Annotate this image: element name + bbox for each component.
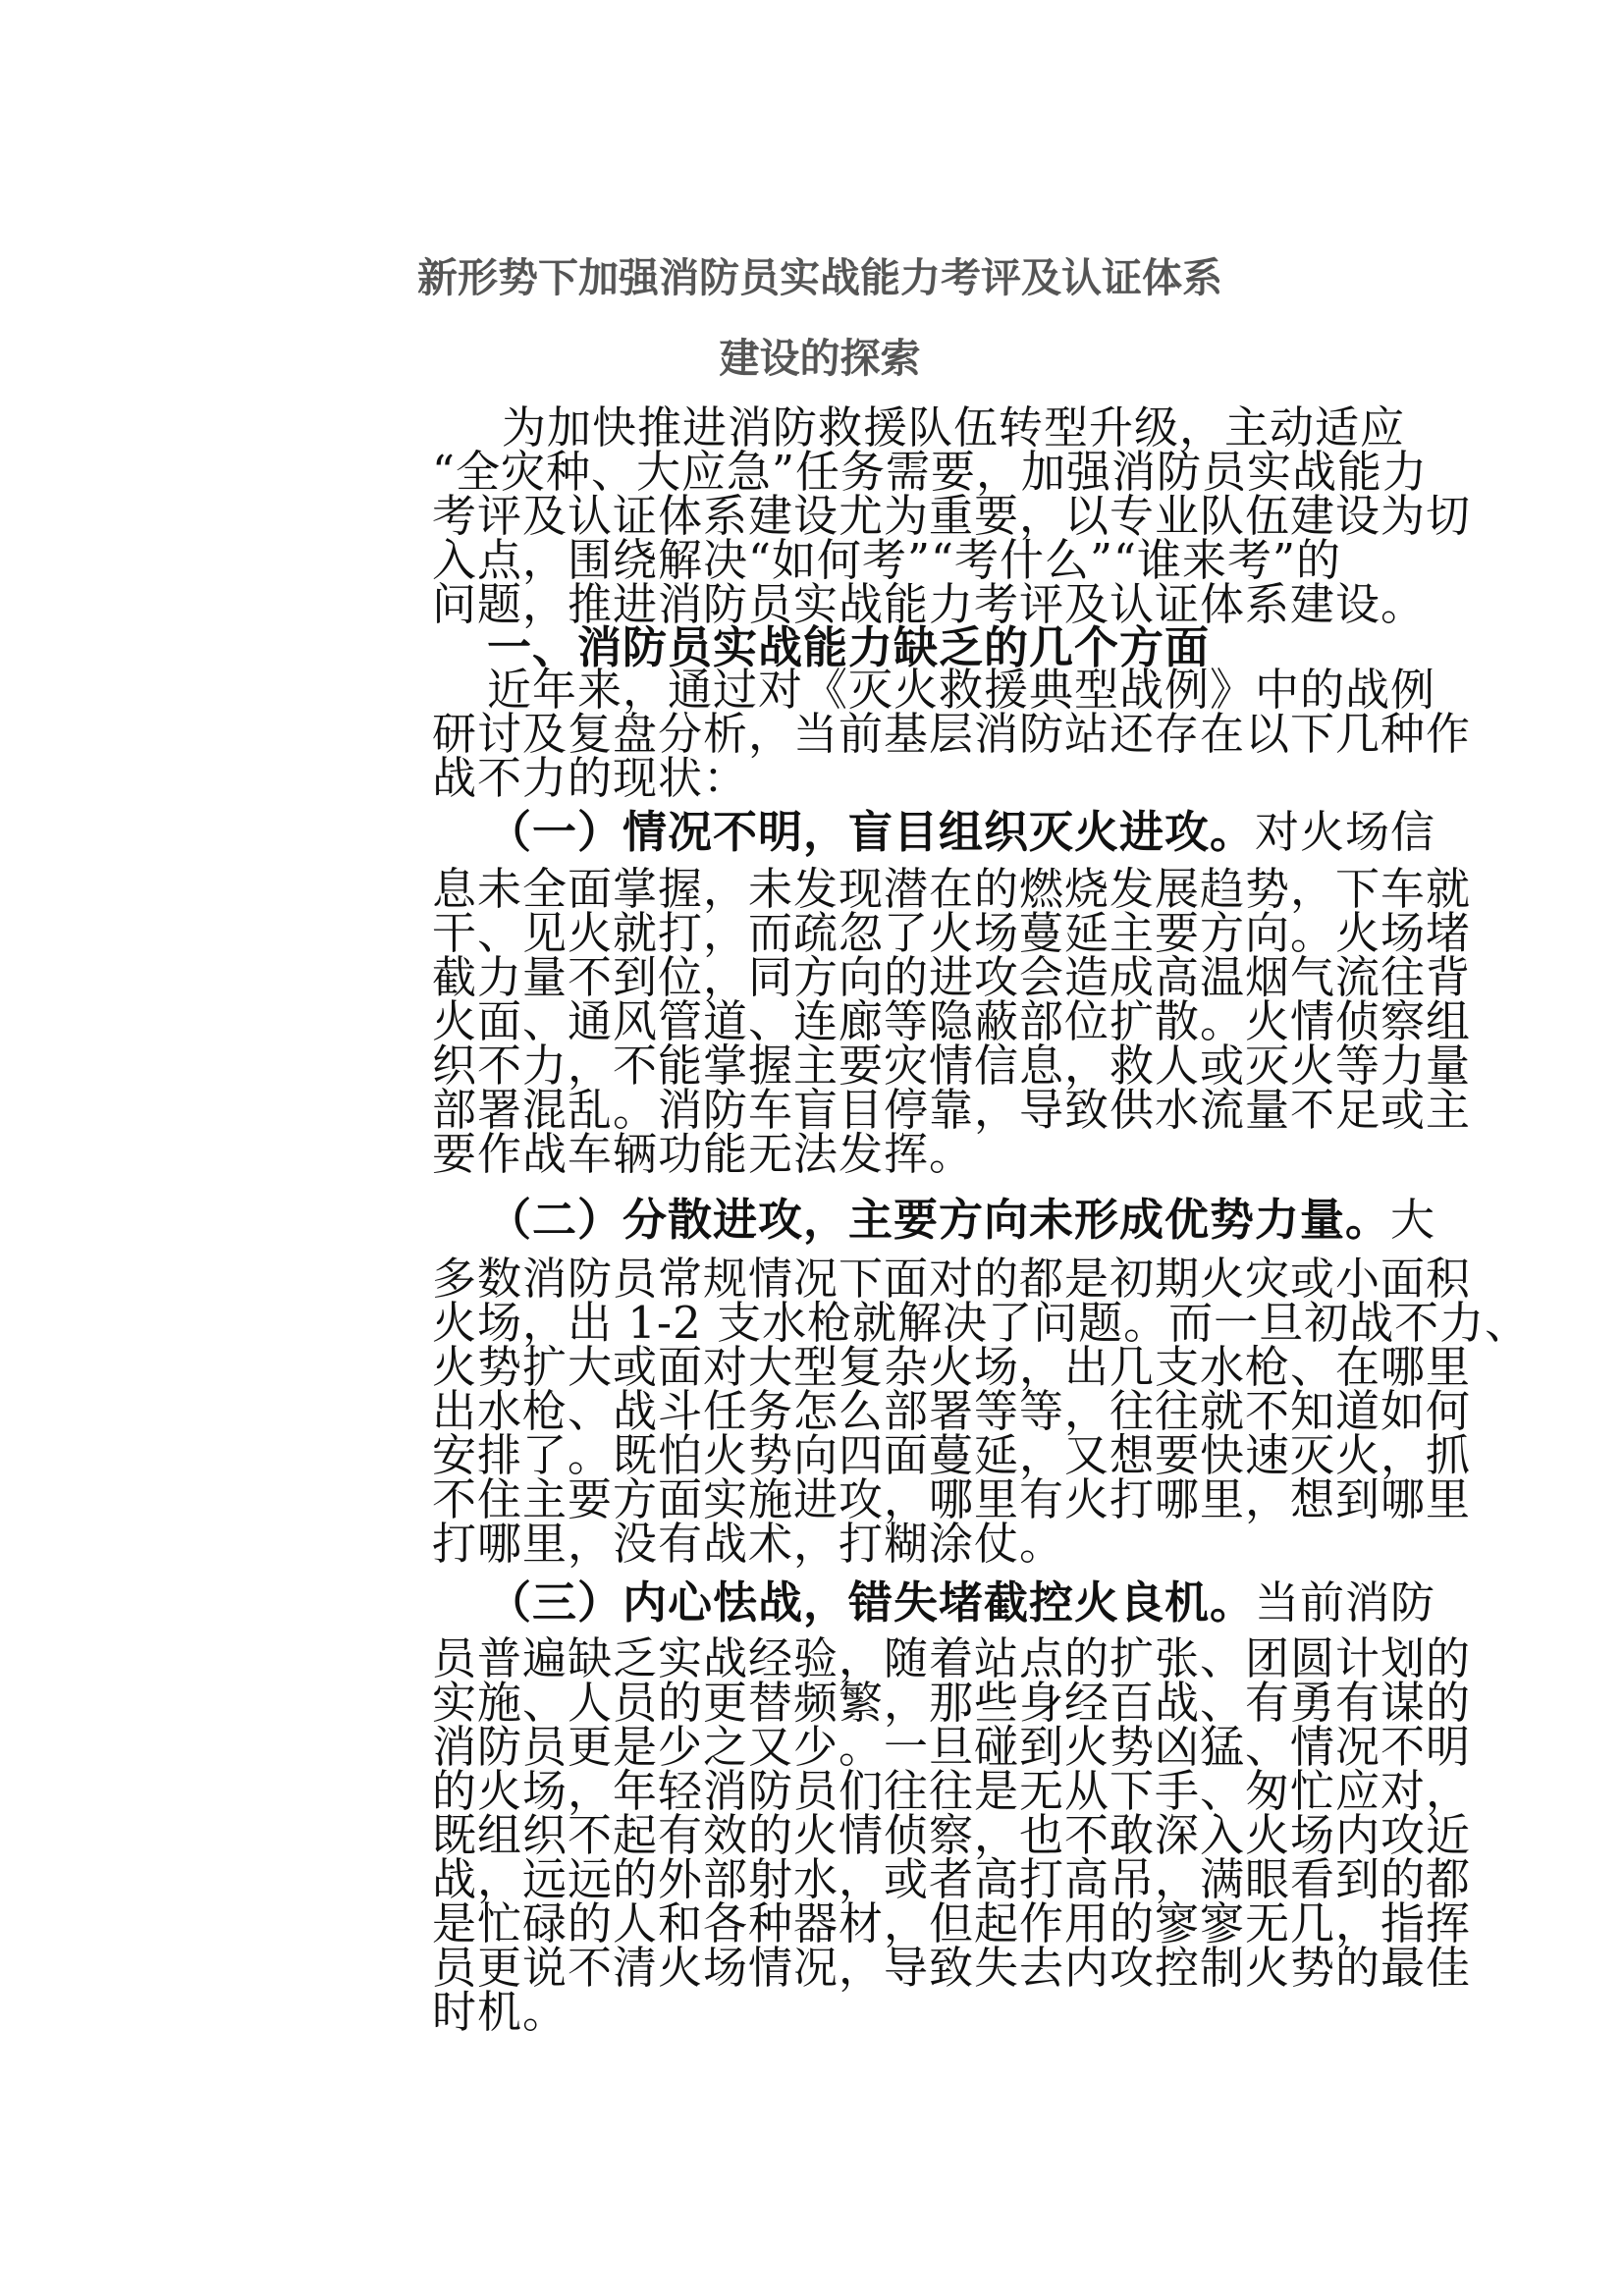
text-line: 火面、通风管道、连廊等隐蔽部位扩散。火情侦察组 [432, 995, 1472, 1047]
item-heading-rest: 当前消防 [1255, 1576, 1436, 1629]
text-line: 安排了。既怕火势向四面蔓延，又想要快速灭火，抓 [432, 1429, 1472, 1481]
item-heading-bold: （三）内心怯战，错失堵截控火良机。 [487, 1576, 1256, 1629]
text-line: 既组织不起有效的火情侦察，也不敢深入火场内攻近 [432, 1809, 1472, 1861]
text-line: 要作战车辆功能无法发挥。 [432, 1128, 975, 1180]
text-line: 研讨及复盘分析，当前基层消防站还存在以下几种作 [432, 708, 1472, 760]
text-line: 考评及认证体系建设尤为重要，以专业队伍建设为切 [432, 490, 1472, 542]
item-heading-bold: （一）情况不明，盲目组织灭火进攻。 [487, 806, 1256, 858]
text-line: 息未全面掌握，未发现潜在的燃烧发展趋势，下车就 [432, 863, 1472, 915]
text-line: 问题，推进消防员实战能力考评及认证体系建设。 [432, 578, 1427, 630]
text-line: 多数消防员常规情况下面对的都是初期火灾或小面积 [432, 1253, 1472, 1305]
item-3-heading [432, 1576, 1436, 1629]
item-3-body [432, 1632, 1472, 2038]
text-line: 干、见火就打，而疏忽了火场蔓延主要方向。火场堵 [432, 907, 1472, 959]
text-line: 入点，围绕解决“如何考”“考什么”“谁来考”的 [432, 534, 1342, 586]
text-line: 不住主要方面实施进攻，哪里有火打哪里，想到哪里 [432, 1473, 1472, 1525]
item-heading-rest: 大 [1390, 1194, 1436, 1246]
text-line: 部署混乱。消防车盲目停靠，导致供水流量不足或主 [432, 1084, 1472, 1136]
text-line: 火势扩大或面对大型复杂火场，出几支水枪、在哪里 [432, 1341, 1472, 1393]
text-line: 截力量不到位，同方向的进攻会造成高温烟气流往背 [432, 951, 1472, 1003]
text-line: 员普遍缺乏实战经验，随着站点的扩张、团圆计划的 [432, 1632, 1472, 1684]
text-line: 为加快推进消防救援队伍转型升级，主动适应 [502, 401, 1406, 454]
section-1-intro [432, 664, 1472, 804]
item-heading-bold: （二）分散进攻，主要方向未形成优势力量。 [487, 1194, 1391, 1246]
text-line: 实施、人员的更替频繁，那些身经百战、有勇有谋的 [432, 1677, 1472, 1729]
intro-paragraph [432, 401, 1472, 630]
text-line: 火场，出 1-2 支水枪就解决了问题。而一旦初战不力、 [432, 1297, 1531, 1349]
item-2-heading [432, 1194, 1436, 1246]
text-line: 织不力，不能掌握主要灾情信息，救人或灭火等力量 [432, 1040, 1472, 1092]
text-line: 是忙碌的人和各种器材，但起作用的寥寥无几，指挥 [432, 1897, 1472, 1949]
text-line: 出水枪、战斗任务怎么部署等等，往往就不知道如何 [432, 1385, 1472, 1437]
text-line: 消防员更是少之又少。一旦碰到火势凶猛、情况不明 [432, 1721, 1472, 1773]
text-line: 近年来，通过对《灭火救援典型战例》中的战例 [487, 664, 1436, 716]
text-line: 员更说不清火场情况，导致失去内攻控制火势的最佳 [432, 1942, 1472, 1994]
item-1-body [432, 863, 1472, 1180]
text-line: 的火场，年轻消防员们往往是无从下手、匆忙应对， [432, 1765, 1472, 1817]
text-line: 时机。 [432, 1986, 568, 2038]
item-heading-rest: 对火场信 [1255, 806, 1436, 858]
document-title-line-2: 建设的探索 [719, 335, 921, 382]
text-line: 战不力的现状： [432, 752, 749, 804]
text-line: “全灾种、大应急”任务需要，加强消防员实战能力 [432, 446, 1429, 498]
item-1-heading [432, 806, 1436, 858]
item-2-body [432, 1253, 1531, 1570]
text-line: 打哪里，没有战术，打糊涂仗。 [432, 1518, 1065, 1570]
section-1-heading: 一、消防员实战能力缺乏的几个方面 [487, 621, 1211, 673]
text-line: 战，远远的外部射水，或者高打高吊，满眼看到的都 [432, 1853, 1472, 1905]
document-title-line-1: 新形势下加强消防员实战能力考评及认证体系 [417, 254, 1222, 301]
